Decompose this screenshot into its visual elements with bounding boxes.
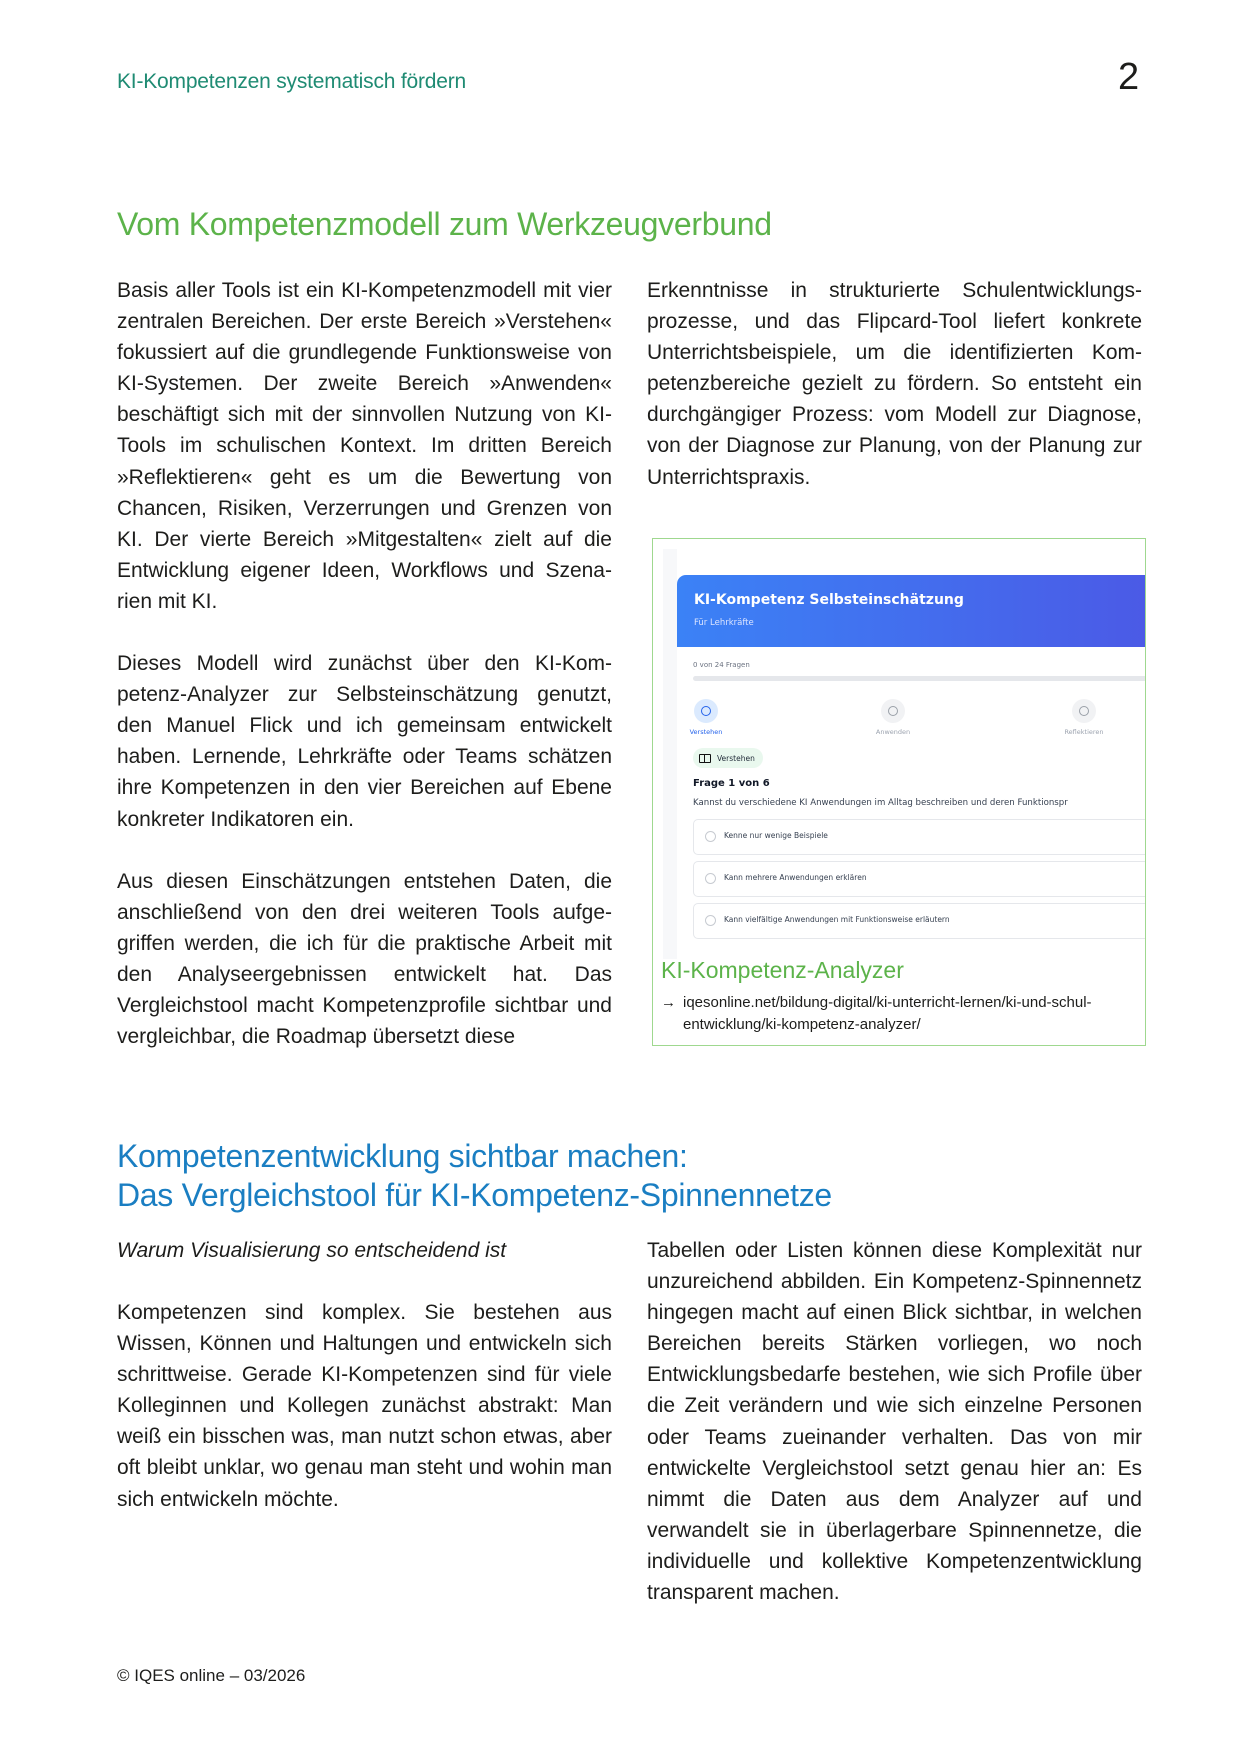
heading-line-1: Kompetenzentwicklung sichtbar machen: bbox=[117, 1138, 688, 1174]
figure-caption: KI-Kompetenz-Analyzer bbox=[661, 957, 904, 983]
step-anwenden[interactable] bbox=[848, 699, 938, 736]
radio-icon[interactable] bbox=[705, 831, 716, 842]
step-label: Anwenden bbox=[875, 728, 911, 736]
question-text: Kannst du verschiedene KI Anwendungen im Alltag beschreiben und deren Funktionspr bbox=[693, 798, 1068, 808]
answer-option[interactable] bbox=[693, 903, 1145, 939]
section-heading-werkzeugverbund: Vom Kompetenzmodell zum Werkzeugverbund bbox=[117, 206, 772, 242]
analyzer-screenshot bbox=[663, 549, 1145, 959]
subheading: Warum Visualisierung so entscheidend ist bbox=[117, 1239, 507, 1262]
heading-line-2: Das Vergleichstool für KI-Kompetenz-Spinnennetze bbox=[117, 1177, 832, 1213]
arrow-right-icon: → bbox=[661, 994, 676, 1011]
option-label: Kann mehrere Anwendungen erklären bbox=[724, 873, 867, 882]
paragraph: Dieses Modell wird zunächst über den KI-Kompetenz-Analyzer zur Selbsteinschätzung genutzt, den Manuel Flick und ich gemeinsam entwickelt haben. Lernende, Lehrkräfte oder Teams schätzen ihre Kompetenzen in den vier Bereichen auf Ebene konkreter Indikatoren ein. bbox=[117, 652, 612, 831]
step-label: Verstehen bbox=[689, 728, 723, 736]
footer-copyright: © IQES online – 03/2026 bbox=[117, 1666, 306, 1685]
chip-label: Verstehen bbox=[717, 753, 755, 763]
paragraph: Aus diesen Einschätzungen entstehen Daten, die anschließend von den drei weiteren Tools aufgegriffen werden, die ich für die praktische Arbeit mit den Analyseergebnissen entwickelt hat. Das Vergleichstool macht Kompetenzprofile sichtbar und vergleichbar, die Roadmap übersetzt diese bbox=[117, 869, 612, 1049]
category-chip bbox=[693, 748, 763, 768]
option-label: Kann vielfältige Anwendungen mit Funktionsweise erläutern bbox=[724, 915, 950, 924]
paragraph: Tabellen oder Listen können diese Komplexität nur unzureichend abbilden. Ein Kompetenz-Spinnennetz hingegen macht auf einen Blick sichtbar, in welchen Bereichen bereits Stärken vorliegen, wo noch Entwicklungsbedarfe bestehen, wie sich Profile über die Zeit verändern und wie sich einzelne Personen oder Teams zueinander verhalten. Das von mir entwickelte Vergleichstool setzt genau hier an: Es nimmt die Daten aus dem Analyzer auf und verwandelt sie in überlagerbare Spinnennetze, die individuelle und kollektive Kompetenzentwicklung transparent machen. bbox=[647, 1239, 1142, 1605]
circle-icon bbox=[694, 699, 718, 723]
circle-icon bbox=[881, 699, 905, 723]
step-label: Reflektieren bbox=[1064, 728, 1104, 736]
page-number: 2 bbox=[1118, 56, 1140, 98]
progress-bar bbox=[693, 676, 1145, 681]
answer-option[interactable] bbox=[693, 861, 1145, 897]
link-line-2[interactable]: entwicklung/ki-kompetenz-analyzer/ bbox=[683, 1016, 921, 1033]
question-counter: Frage 1 von 6 bbox=[693, 778, 770, 789]
paragraph: Kompetenzen sind komplex. Sie bestehen aus Wissen, Können und Haltungen und entwickeln sich schrittweise. Gerade KI-Kompetenzen sind für viele Kolleginnen und Kollegen zunächst abstrakt: Man weiß ein bisschen was, man nutzt schon etwas, aber oft bleibt unklar, wo genau man steht und wohin man sich entwickeln möchte. bbox=[117, 1301, 612, 1511]
book-icon bbox=[699, 754, 711, 763]
app-subtitle: Für Lehrkräfte bbox=[694, 618, 754, 628]
app-title: KI-Kompetenz Selbsteinschätzung bbox=[694, 592, 964, 608]
section2-left-column bbox=[117, 1235, 612, 1515]
step-verstehen[interactable] bbox=[663, 699, 751, 736]
app-header bbox=[677, 575, 1145, 647]
paragraph: Basis aller Tools ist ein KI-Kompetenzmodell mit vier zentralen Bereichen. Der erste Bereich »Verstehen« fokussiert auf die grundlegende Funktionsweise von KI-Systemen. Der zweite Bereich »Anwenden« beschäftigt sich mit der sinnvollen Nutzung von KI-Tools im schulischen Kontext. Im dritten Bereich »Reflektieren« geht es um die Bewertung von Chancen, Risiken, Verzerrungen und Grenzen von KI. Der vierte Bereich »Mitgestalten« zielt auf die Entwicklung eigener Ideen, Workflows und Szenarien mit KI. bbox=[117, 279, 612, 613]
paragraph: Erkenntnisse in strukturierte Schulentwicklungsprozesse, und das Flipcard-Tool liefert konkrete Unterrichtsbeispiele, um die identifizierten Kompetenzbereiche gezielt zu fördern. So entsteht ein durchgängiger Prozess: vom Modell zur Diagnose, von der Diagnose zur Planung, von der Planung zur Unterrichtspraxis. bbox=[647, 279, 1142, 489]
section-heading-vergleichstool bbox=[117, 1137, 832, 1215]
analyzer-figure bbox=[652, 538, 1146, 1046]
section2-right-column bbox=[647, 1235, 1142, 1608]
step-reflektieren[interactable] bbox=[1039, 699, 1129, 736]
answer-option[interactable] bbox=[693, 819, 1145, 855]
running-title: KI-Kompetenzen systematisch fördern bbox=[117, 70, 466, 93]
section1-left-column bbox=[117, 275, 612, 1052]
progress-label: 0 von 24 Fragen bbox=[693, 661, 750, 669]
circle-icon bbox=[1072, 699, 1096, 723]
link-line-1[interactable]: iqesonline.net/bildung-digital/ki-unterricht-lernen/ki-und-schul- bbox=[683, 994, 1092, 1011]
radio-icon[interactable] bbox=[705, 915, 716, 926]
figure-link[interactable] bbox=[661, 992, 1092, 1036]
option-label: Kenne nur wenige Beispiele bbox=[724, 831, 828, 840]
radio-icon[interactable] bbox=[705, 873, 716, 884]
section1-right-column bbox=[647, 275, 1142, 493]
